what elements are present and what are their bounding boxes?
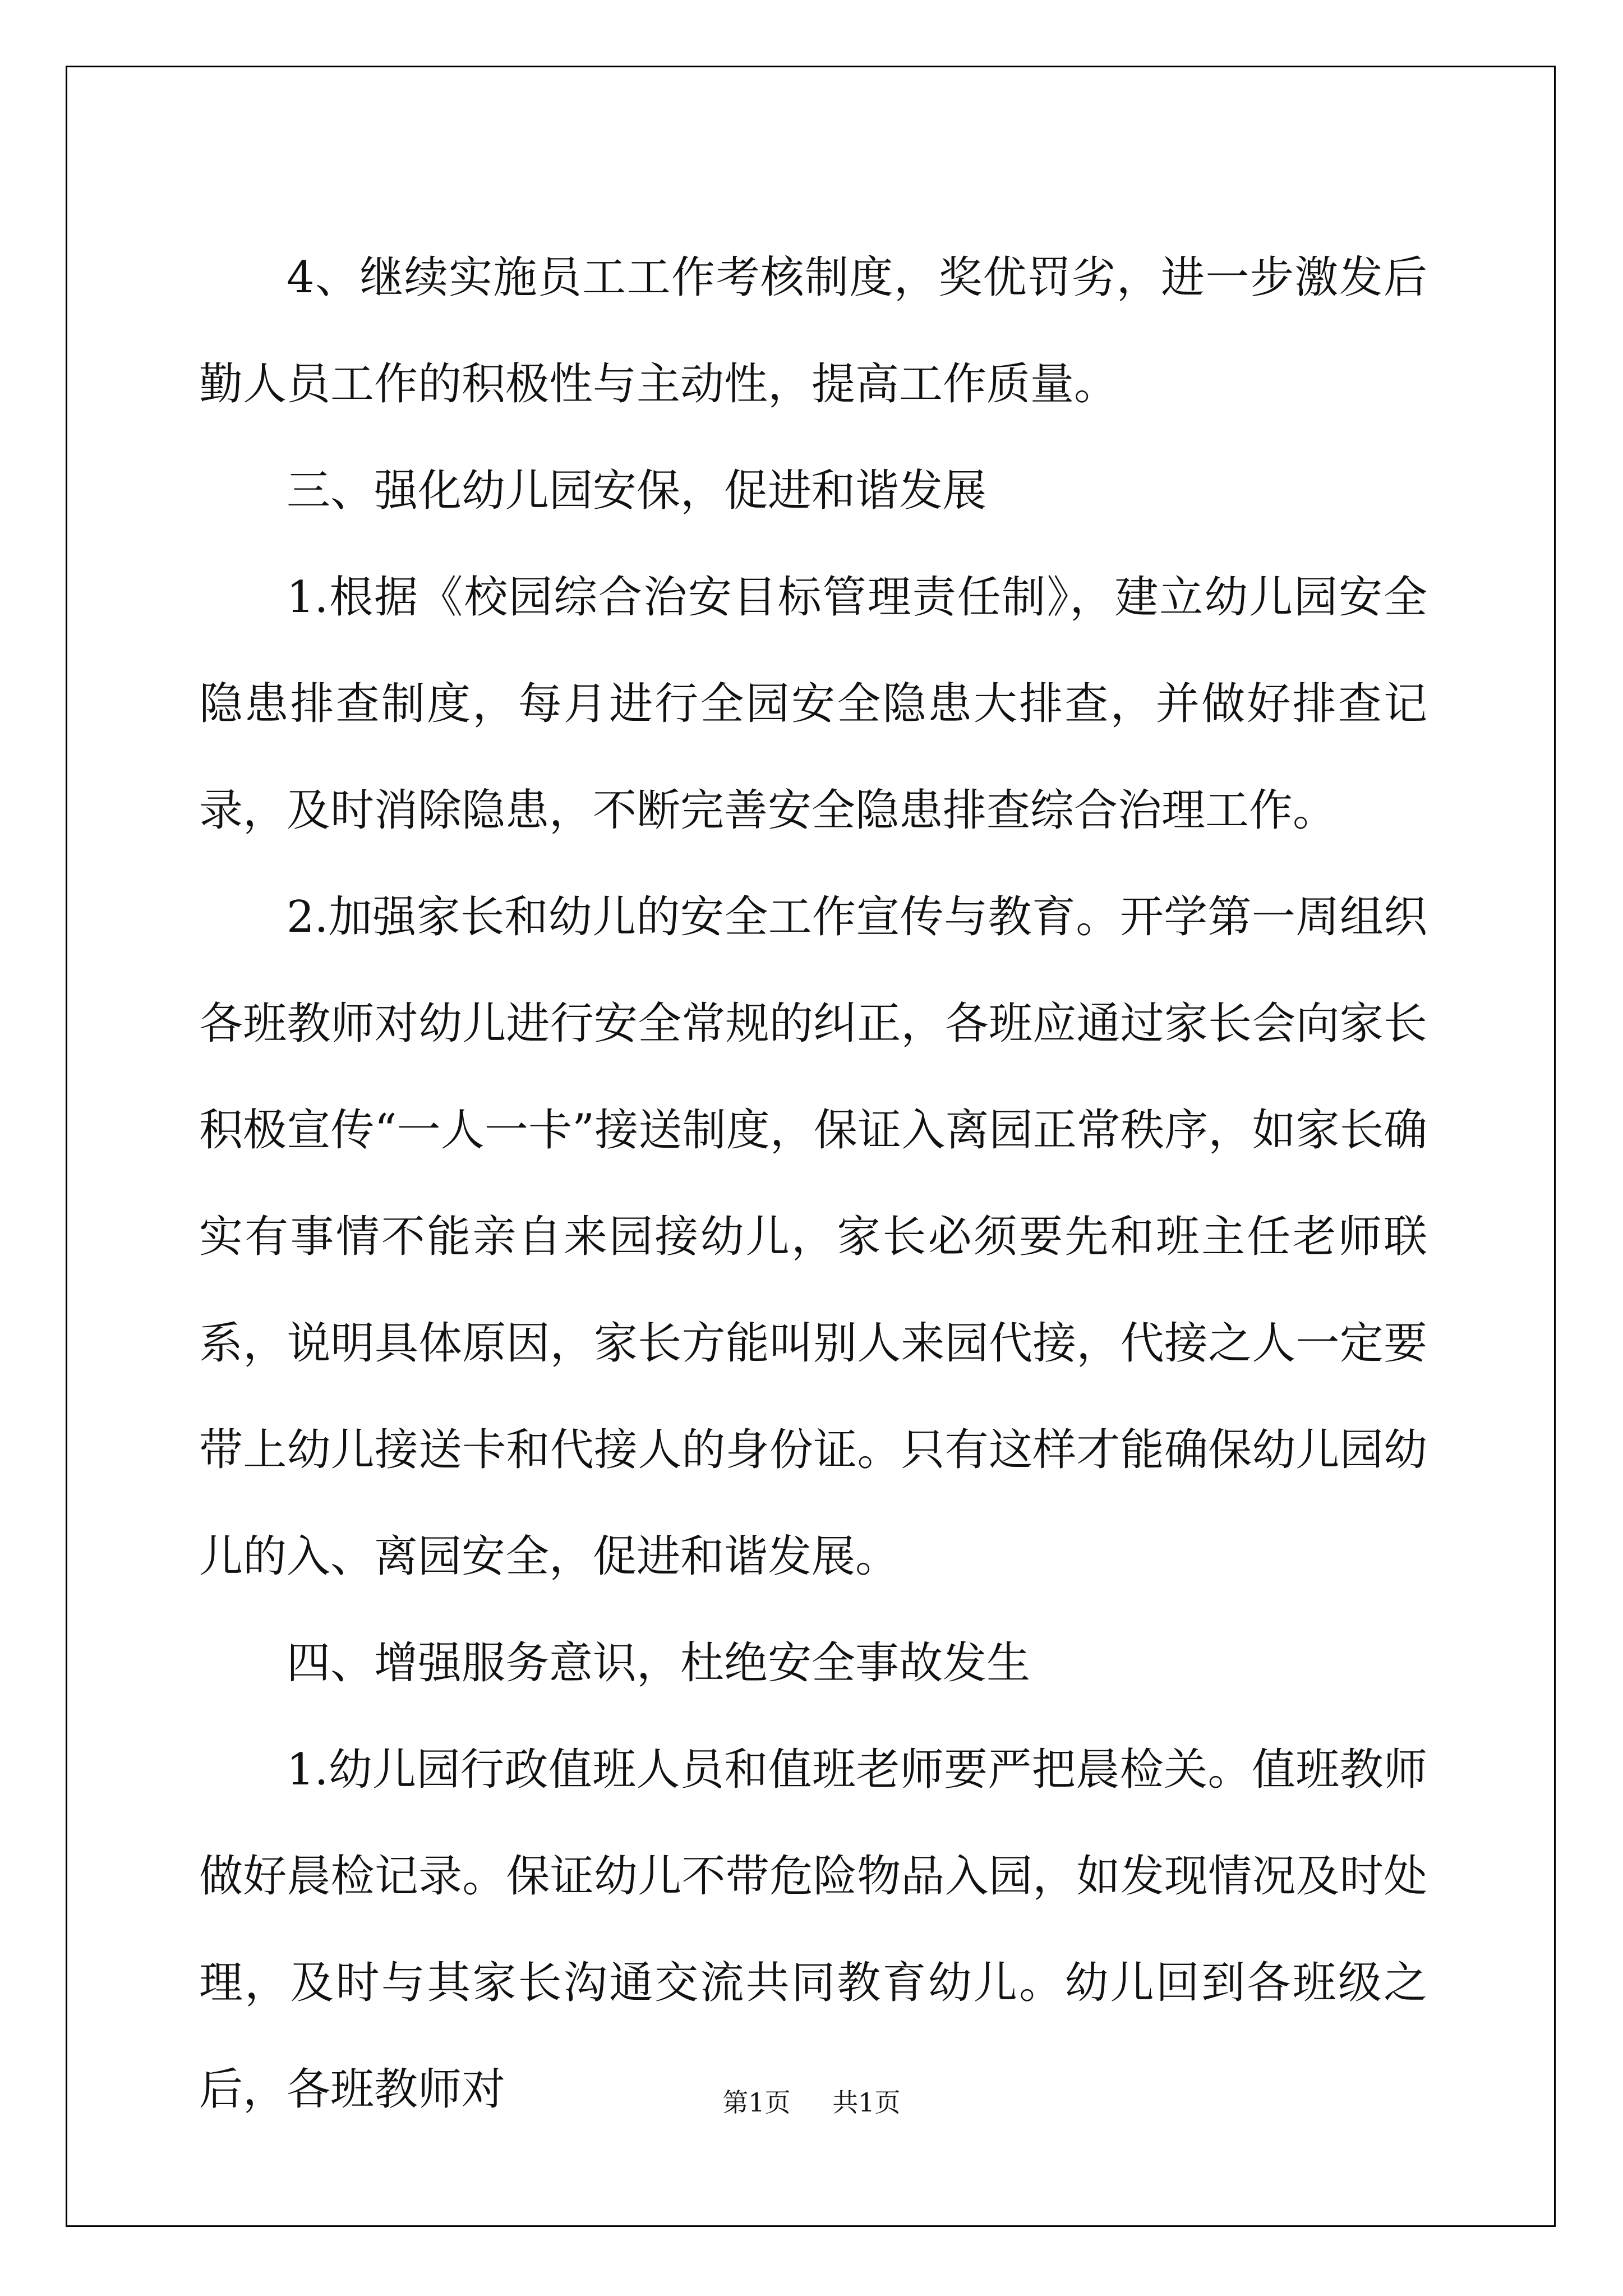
paragraph-3-1: 1.根据《校园综合治安目标管理责任制》，建立幼儿园安全隐患排查制度，每月进行全园安全隐患大排查，并做好排查记录，及时消除隐患，不断完善安全隐患排查综合治理工作。	[199, 572, 1427, 836]
section-heading-4: 四、增强服务意识，杜绝安全事故发生	[287, 1638, 1031, 1688]
paragraph-item-4: 4、继续实施员工工作考核制度，奖优罚劣，进一步激发后勤人员工作的积极性与主动性，提高工作质量。	[199, 252, 1427, 409]
paragraph-4-1: 1.幼儿园行政值班人员和值班老师要严把晨检关。值班教师做好晨检记录。保证幼儿不带危险物品入园，如发现情况及时处理，及时与其家长沟通交流共同教育幼儿。幼儿回到各班级之后，各班教师对	[199, 1745, 1427, 2115]
page-number-current: 第1页	[722, 2087, 791, 2118]
page-number-total: 共1页	[832, 2087, 901, 2118]
page-footer	[0, 2082, 1623, 2119]
document-body	[199, 224, 1427, 2143]
section-heading-3: 三、强化幼儿园安保，促进和谐发展	[287, 466, 987, 516]
paragraph-3-2: 2.加强家长和幼儿的安全工作宣传与教育。开学第一周组织各班教师对幼儿进行安全常规的纠正，各班应通过家长会向家长积极宣传“一人一卡”接送制度，保证入离园正常秩序，如家长确实有事情不能亲自来园接幼儿，家长必须要先和班主任老师联系，说明具体原因，家长方能叫别人来园代接，代接之人一定要带上幼儿接送卡和代接人的身份证。只有这样才能确保幼儿园幼儿的入、离园安全，促进和谐发展。	[199, 892, 1427, 1582]
